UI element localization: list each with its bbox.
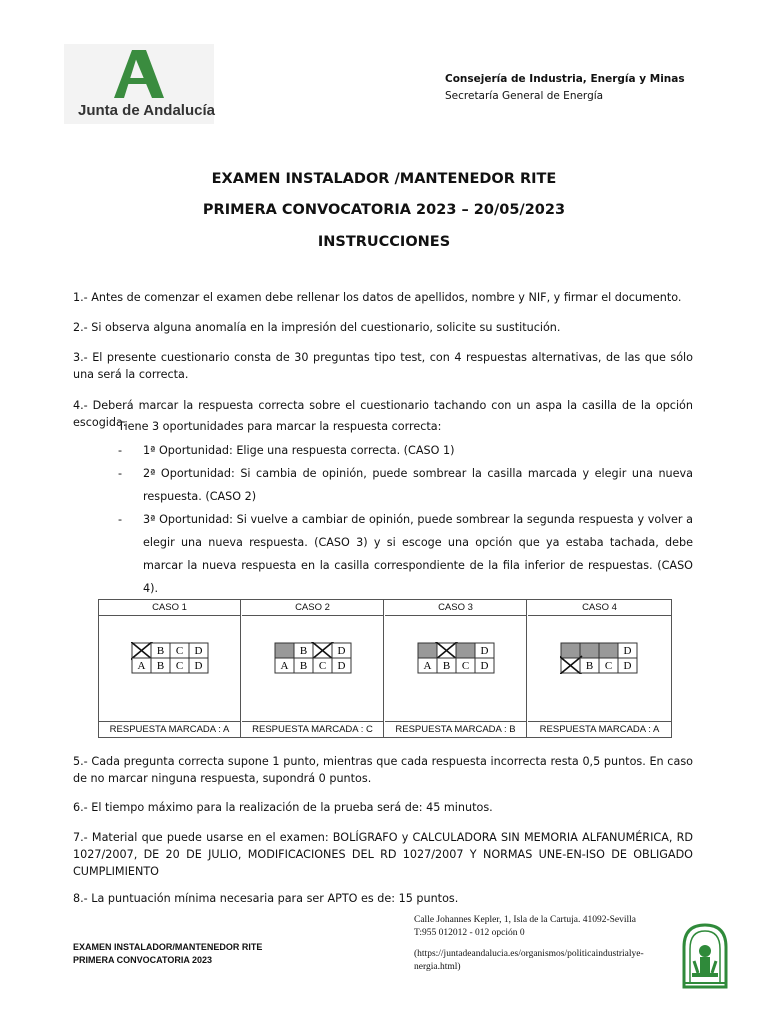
instruction-4: 4.- Deberá marcar la respuesta correcta sobre el cuestionario tachando con un aspa la casilla de la opción escogida. xyxy=(73,399,693,429)
option-letter: A xyxy=(423,660,432,672)
instruction-4-intro: Tiene 3 oportunidades para marcar la respuesta correcta: xyxy=(118,420,442,433)
instruction-1: 1.- Antes de comenzar el examen debe rellenar los datos de apellidos, nombre y NIF, y firmar el documento. xyxy=(73,291,682,304)
answer-grid xyxy=(560,642,640,674)
instruction-7: 7.- Material que puede usarse en el examen: BOLÍGRAFO y CALCULADORA SIN MEMORIA ALFANUMÉRICA, RD 1027/2007, DE 20 DE JULIO, MODIFICACIONES DEL RD 1027/2007 Y NORMAS UNE-EN-ISO DE OBLIGADO CUMPLIMIENTO xyxy=(73,831,693,878)
option-letter: D xyxy=(337,660,346,672)
option-letter: D xyxy=(480,645,489,657)
option-letter: C xyxy=(461,660,470,672)
shaded-cell xyxy=(275,643,294,658)
option-letter: C xyxy=(318,660,327,672)
answer-grid xyxy=(274,642,354,674)
footer-contact xyxy=(414,914,684,974)
secretariat-name: Secretaría General de Energía xyxy=(445,90,604,102)
opportunity-bullet xyxy=(118,462,693,508)
answer-grid xyxy=(131,642,211,674)
case-title: CASO 2 xyxy=(242,600,383,616)
opportunity-bullet xyxy=(118,439,693,462)
case-box xyxy=(528,600,671,737)
instruction-2: 2.- Si observa alguna anomalía en la impresión del cuestionario, solicite su sustitución. xyxy=(73,321,561,334)
exam-session: PRIMERA CONVOCATORIA 2023 – 20/05/2023 xyxy=(202,202,566,218)
case-answer: RESPUESTA MARCADA : C xyxy=(242,721,383,737)
shaded-cell xyxy=(561,643,580,658)
option-letter: B xyxy=(299,645,308,657)
bullet-dash: - xyxy=(118,467,123,480)
answer-grid xyxy=(417,642,497,674)
option-letter: D xyxy=(623,645,632,657)
bullet-text: 2ª Oportunidad: Si cambia de opinión, puede sombrear la casilla marcada y elegir una nueva respuesta. (CASO 2) xyxy=(143,467,693,503)
option-letter: C xyxy=(604,660,613,672)
option-letter: B xyxy=(156,645,165,657)
case-answer: RESPUESTA MARCADA : A xyxy=(99,721,240,737)
case-title: CASO 4 xyxy=(528,600,671,616)
option-letter: D xyxy=(194,660,203,672)
shaded-cell xyxy=(456,643,475,658)
instruction-3: 3.- El presente cuestionario consta de 30 preguntas tipo test, con 4 respuestas alternativas, de las que sólo una será la correcta. xyxy=(73,351,693,381)
instructions-heading: INSTRUCCIONES xyxy=(317,234,451,250)
option-letter: D xyxy=(194,645,203,657)
option-letter: B xyxy=(156,660,165,672)
case-title: CASO 1 xyxy=(99,600,240,616)
option-letter: B xyxy=(585,660,594,672)
bullet-dash: - xyxy=(118,444,123,457)
case-title: CASO 3 xyxy=(385,600,526,616)
instruction-5: 5.- Cada pregunta correcta supone 1 punto, mientras que cada respuesta incorrecta resta 0,5 puntos. En caso de no marcar ninguna respuesta, supondrá 0 puntos. xyxy=(73,755,693,785)
department-block xyxy=(445,71,685,105)
option-letter: C xyxy=(175,660,184,672)
exam-title: EXAMEN INSTALADOR /MANTENEDOR RITE xyxy=(211,171,557,187)
andalucia-seal-icon xyxy=(680,921,730,991)
junta-a-mark-icon xyxy=(112,48,166,102)
shaded-cell xyxy=(599,643,618,658)
case-box xyxy=(242,600,384,737)
footer-address: Calle Johannes Kepler, 1, Isla de la Cartuja. 41092-Sevilla xyxy=(414,915,637,925)
bullet-dash: - xyxy=(118,513,123,526)
shaded-cell xyxy=(418,643,437,658)
instruction-8: 8.- La puntuación mínima necesaria para ser APTO es de: 15 puntos. xyxy=(73,892,459,905)
case-box xyxy=(385,600,527,737)
opportunity-bullet xyxy=(118,508,693,600)
option-letter: A xyxy=(137,660,146,672)
bullet-text: 3ª Oportunidad: Si vuelve a cambiar de opinión, puede sombrear la segunda respuesta y volver a elegir una nueva respuesta. (CASO 3) y si escoge una opción que ya estaba tachada, debe marcar la nueva respuesta en la casilla correspondiente de la fila inferior de respuestas. (CASO 4). xyxy=(143,513,693,595)
logo-text: Junta de Andalucía xyxy=(78,102,215,119)
instruction-6: 6.- El tiempo máximo para la realización de la prueba será de: 45 minutos. xyxy=(73,801,493,814)
footer-phone: T:955 012012 - 012 opción 0 xyxy=(414,928,525,938)
option-letter: D xyxy=(623,660,632,672)
footer-exam-title: EXAMEN INSTALADOR/MANTENEDOR RITE xyxy=(73,942,263,952)
shaded-cell xyxy=(580,643,599,658)
answer-cases-table xyxy=(98,599,672,738)
footer-exam-session: PRIMERA CONVOCATORIA 2023 xyxy=(73,955,213,965)
option-letter: C xyxy=(175,645,184,657)
footer-exam-label xyxy=(73,941,262,967)
bullet-text: 1ª Oportunidad: Elige una respuesta correcta. (CASO 1) xyxy=(143,444,455,457)
department-name: Consejería de Industria, Energía y Minas xyxy=(445,73,685,85)
option-letter: B xyxy=(299,660,308,672)
case-answer: RESPUESTA MARCADA : B xyxy=(385,721,526,737)
option-letter: D xyxy=(480,660,489,672)
footer-url: (https://juntadeandalucia.es/organismos/politicaindustrialye-nergia.html) xyxy=(414,949,644,972)
junta-logo xyxy=(64,44,214,124)
case-box xyxy=(99,600,241,737)
option-letter: D xyxy=(337,645,346,657)
option-letter: B xyxy=(442,660,451,672)
option-letter: A xyxy=(280,660,289,672)
case-answer: RESPUESTA MARCADA : A xyxy=(528,721,671,737)
